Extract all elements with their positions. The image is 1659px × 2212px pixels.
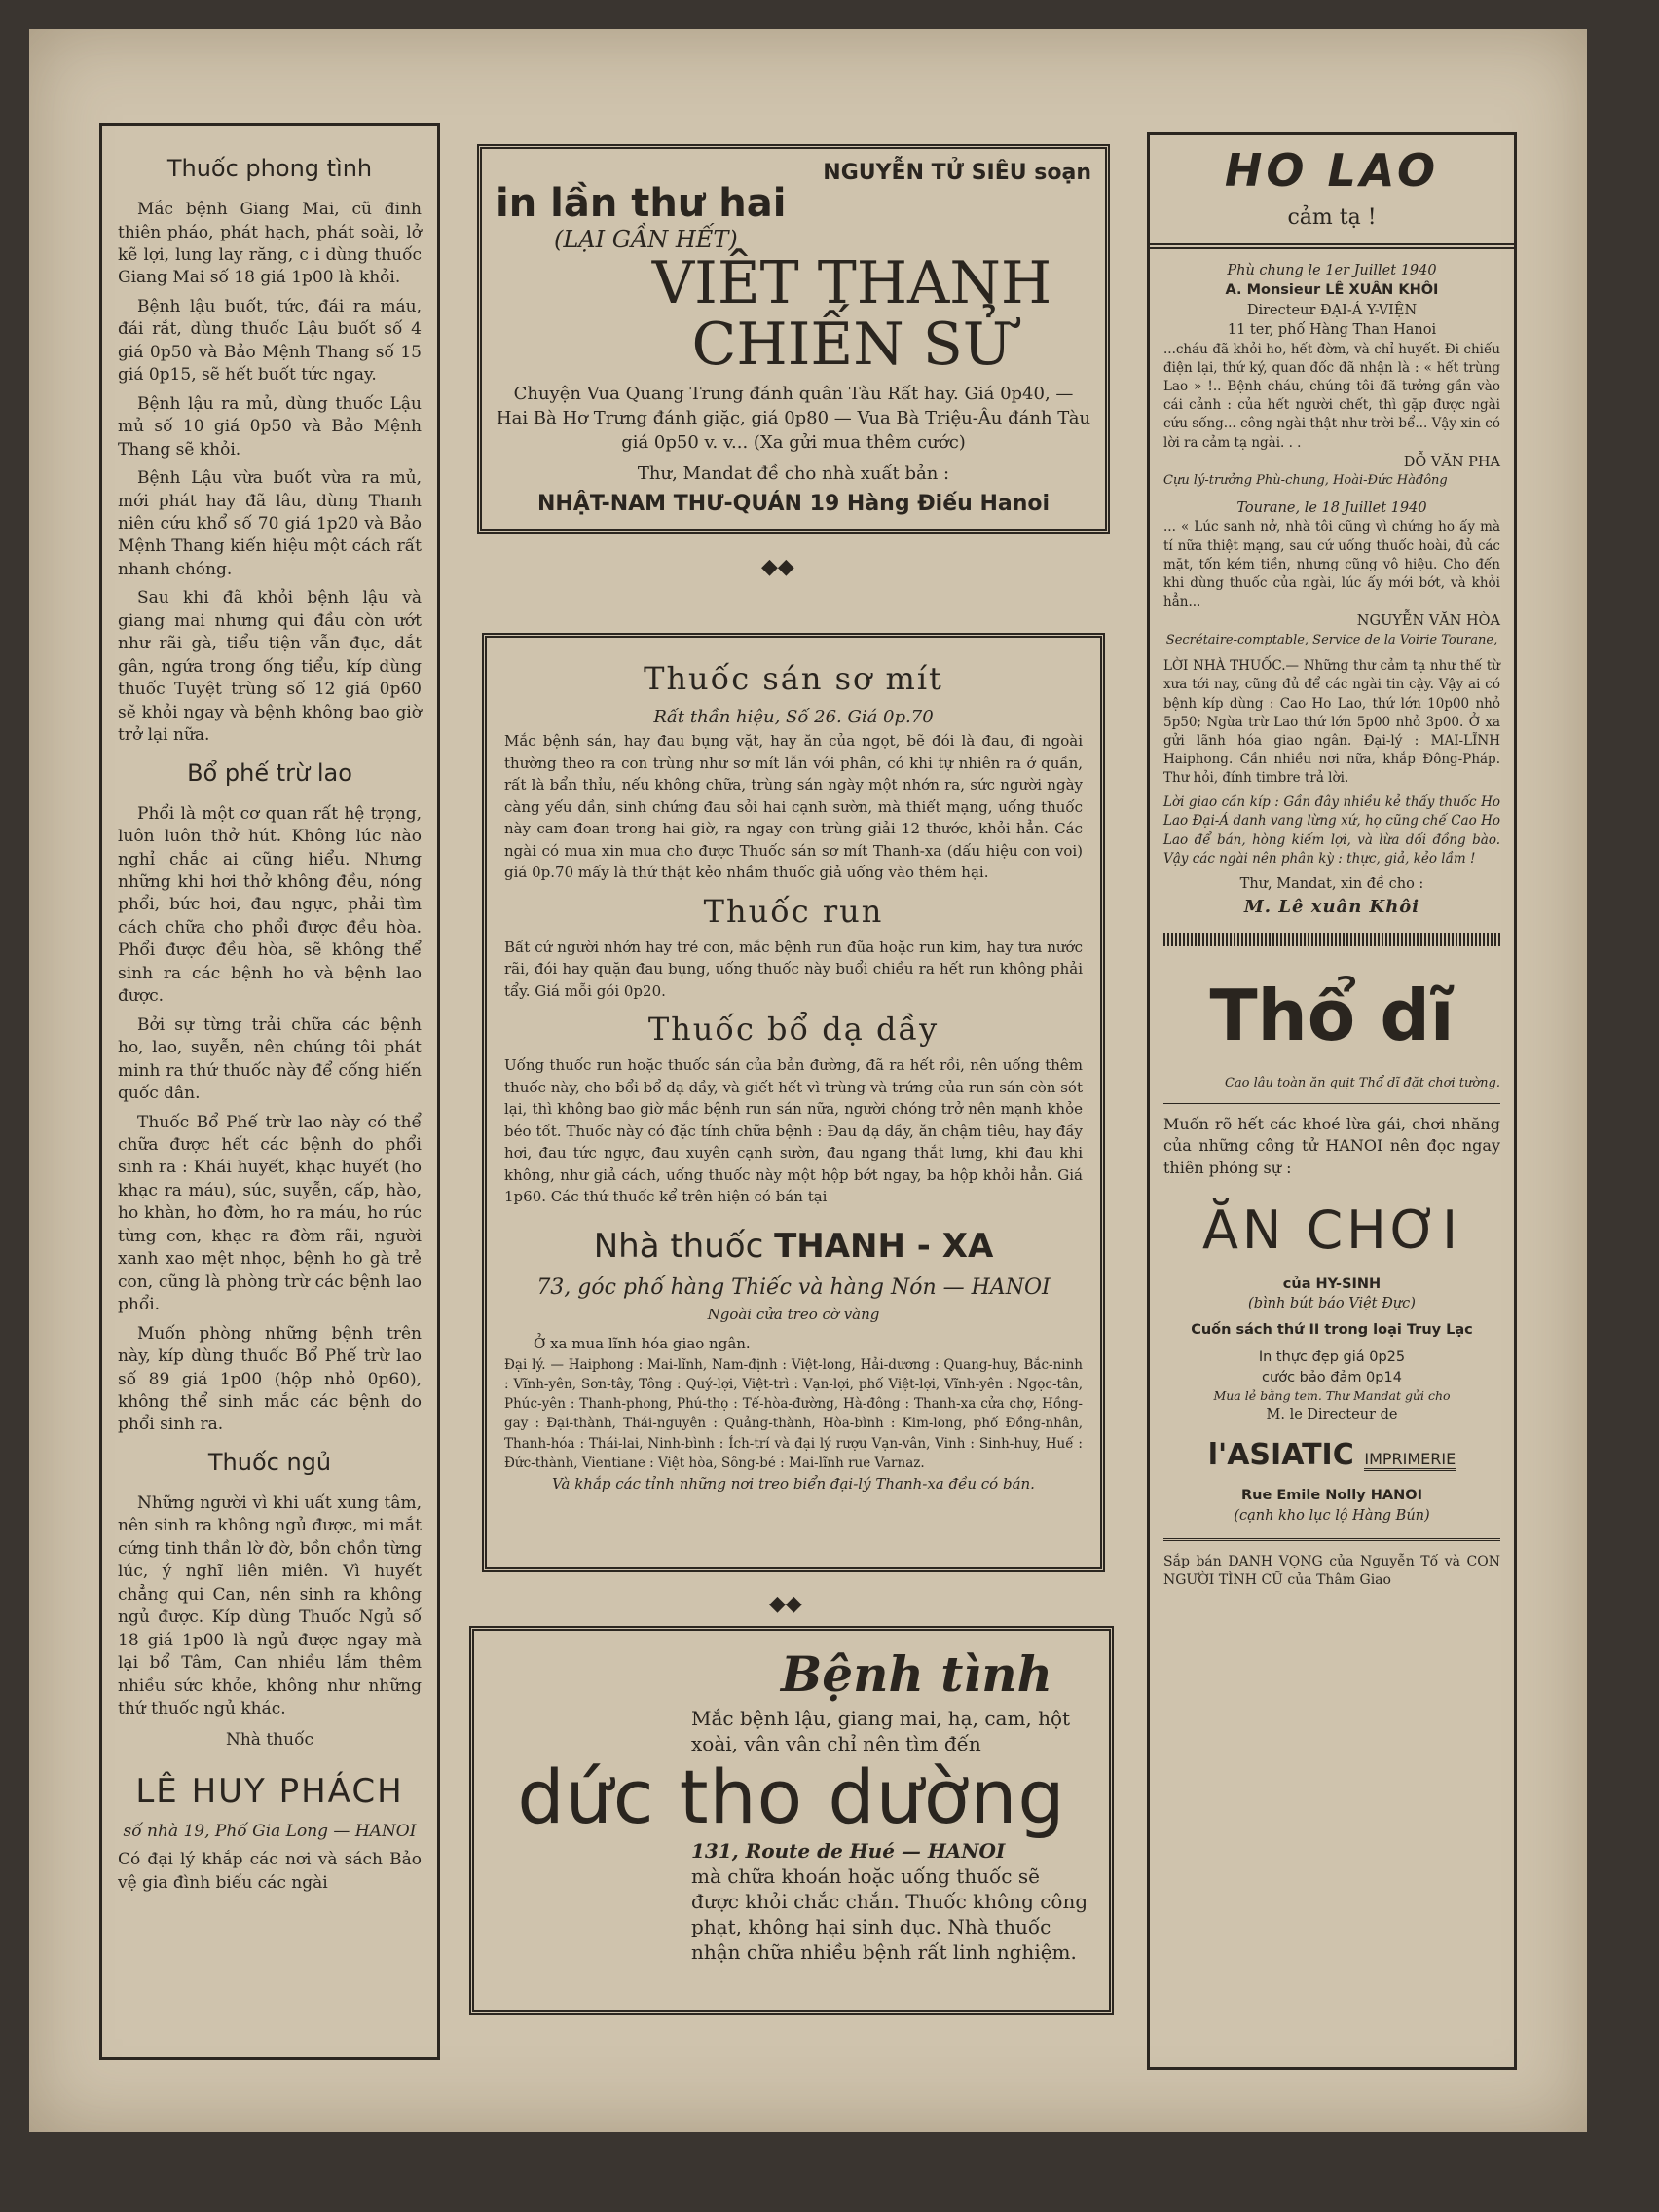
asiatic-name: l'ASIATIC [1207,1437,1354,1472]
le-huy-phach-ad [99,123,440,2060]
paragraph: Bởi sự từng trải chữa các bệnh ho, lao, suyễn, nên chúng tôi phát minh ra thứ thuốc này để cống hiến quốc dân. [118,1014,422,1104]
thanh-xa-ad [482,633,1105,1572]
clinic-description: mà chữa khoán hoặc uống thuốc sẽ được khỏi chắc chắn. Thuốc không công phạt, không hại sinh dục. Nhà thuốc nhận chữa nhiều bệnh rất linh nghiệm. [691,1863,1088,1964]
viet-thanh-chien-su-ad [477,144,1110,534]
letter-body: ...cháu đã khỏi ho, hết đờm, và chỉ huyết. Đi chiếu điện lại, thứ ký, quan đốc đã nhận là : « hết trùng Lao » !.. Bệnh cháu, chúng tôi đã tưởng gần vào cái cảnh : của hết người chết, thì gặp được ngài cứu sống... công ngài thật như trời bể... Vậy xin có lời ra cảm tạ ngài. . . [1163,341,1500,451]
separator-diamonds: ◆◆ [761,555,794,579]
paragraph: Uống thuốc run hoặc thuốc sán của bản đường, đã ra hết rồi, nên uống thêm thuốc này, cho bổi bổ dạ dầy, và giết hết vì trùng và trứng của run sán còn sót lại, thì không bao giờ mắc bệnh run sán nữa, người chóng trở nên mạnh khỏe béo tốt. Thuốc này có đặc tính chữa bệnh : Đau dạ dầy, ăn chậm tiêu, hay đầy hơi, đau tức ngực, đau xuyên cạnh sườn, đau ngang thắt lưng, khi đau khi không, như giả cách, uống thuốc này một hộp bớt ngay, ba hộp khỏi hẳn. Giá 1p60. Các thứ thuốc kể trên hiện có bán tại [504,1056,1083,1205]
printer-street: Rue Emile Nolly HANOI [1241,1488,1422,1504]
order-note: Mua lẻ bằng tem. Thư Mandat gửi cho [1213,1388,1451,1404]
pharmacy-name [504,1222,1083,1272]
pharmacy-brand: THANH - XA [774,1226,994,1266]
paragraph: Muốn phòng những bệnh trên này, kíp dùng thuốc Bổ Phế trừ lao số 89 giá 1p00 (hộp nhỏ 0p60), không thể sinh mắc các bệnh do phổi sinh ra. [118,1323,422,1435]
an-choi-title: ĂN CHƠI [1201,1198,1462,1261]
letter-body: ... « Lúc sanh nở, nhà tôi cũng vì chứng ho ấy mà tí nữa thiệt mạng, sau cứ uống thuốc hoài, đủ các mặt, tốn kém tiền, nhưng cũng vô hiệu. Cho đến khi dùng thuốc của ngài, lúc ấy mới bớt, và khỏi hẳn... [1163,519,1500,610]
pharmacy-prefix: Nhà thuốc [593,1226,764,1266]
letter-role: Directeur ĐẠI-Á Y-VIỆN [1246,302,1418,318]
letter-signer-role: Secrétaire-comptable, Service de la Voirie Tourane, [1165,632,1498,647]
ho-lao-subtitle: cảm tạ ! [1287,205,1377,231]
paragraph: Bất cứ người nhớn hay trẻ con, mắc bệnh run đũa hoặc run kim, hay tưa nước rãi, đói hay quặn đau bụng, uống thuốc này buổi chiều ra hết run không phải tẩy. Giá mỗi gói 0p20. [504,938,1083,1000]
book-price: In thực đẹp giá 0p25 [1258,1349,1406,1366]
paragraph: Thuốc Bổ Phế trừ lao này có thể chữa được hết các bệnh do phổi sinh ra : Khái huyết, khạc huyết (ho khạc ra máu), súc, suyễn, cấp, hào, ho khàn, ho đờm, ho ra máu, ho rúc từng cơn, khạc ra đờm rãi, người xanh xao mệt nhọc, bệnh ho gà trẻ con, cũng là phòng trừ các bệnh lao phổi. [118,1112,422,1315]
order-recipient: M. le Directeur de [1266,1407,1398,1423]
edition-line: in lần thư hai [496,181,787,226]
ho-lao-signature: M. Lê xuân Khôi [1243,896,1420,917]
order-note: Thư, Mandat đề cho nhà xuất bản : [637,462,950,484]
author-note: (bình bút báo Việt Đực) [1248,1296,1416,1312]
ad-intro: Mắc bệnh lậu, giang mai, hạ, cam, hột xoài, vân vân chỉ nên tìm đến [691,1707,1071,1755]
mandat-line: Thư, Mandat, xin đề cho : [1239,875,1424,892]
asiatic-logo [1163,1435,1500,1477]
section-title-phong-tinh: Thuốc phong tình [166,155,373,182]
agents-note: Có đại lý khắp các nơi và sách Bảo vệ gia đình biếu các ngài [118,1850,422,1893]
paragraph: Những người vì khi uất xung tâm, nên sinh ra không ngủ được, mi mắt cứng tinh thần lờ đờ, bồn chồn từng lúc, ý nghĩ liên miên. Vì huyết chẳng qui Can, nên sinh ra không ngủ được. Kíp dùng Thuốc Ngủ số 18 giá 1p00 là ngủ được ngay mà lại bổ Tâm, Can nhiều lắm thêm nhiều sức khỏe, không như những thứ thuốc ngủ khác. [118,1493,422,1719]
ho-lao-header [1150,135,1514,249]
pharmacy-note: LỜI NHÀ THUỐC.— Những thư cảm tạ như thế từ xưa tới nay, cũng đủ để các ngài tin cậy. Vậy ai có bệnh kíp dùng : Cao Ho Lao, thứ lớn 10p00 nhỏ 5p50; Ngừa trừ Lao thứ lớn 5p00 nhỏ 3p00. Ở xa gửi lãnh hóa giao ngân. Đại-lý : MAI-LĨNH Haiphong. Cần nhiều nơi nữa, khắp Đông-Pháp. Thư hỏi, đính timbre trả lời. [1163,658,1500,787]
letter-date: Phù chung le 1er Juillet 1940 [1227,262,1437,278]
separator-diamonds: ◆◆ [769,1592,802,1616]
letter-signature: ĐỖ VĂN PHA [1403,454,1500,470]
letter-recipient: A. Monsieur LÊ XUÂN KHÔI [1225,282,1439,299]
section-title-bo-phe: Bổ phế trừ lao [187,758,352,787]
clinic-name: dức tho dường [517,1753,1066,1840]
paragraph: Bệnh lậu buốt, tức, đái ra máu, đái rắt, dùng thuốc Lậu buốt số 4 giá 0p50 và Bảo Mệnh Thang số 15 giá 0p15, sẽ hết buốt tức ngay. [118,296,422,386]
right-column [1147,132,1517,2070]
letter-address: 11 ter, phố Hàng Than Hanoi [1227,322,1437,339]
imprimerie-label: IMPRIMERIE [1364,1450,1456,1471]
remote-order: Ở xa mua lĩnh hóa giao ngân. [534,1335,751,1352]
book-description: Chuyện Vua Quang Trung đánh quân Tàu Rất hay. Giá 0p40, — Hai Bà Hơ Trưng đánh giặc, giá 0p80 — Vua Bà Triệu-Âu đánh Tàu giá 0p50 v. v... (Xa gửi mua thêm cước) [496,384,1091,454]
clinic-address: 131, Route de Hué — HANOI [691,1838,1006,1862]
paragraph: Mắc bệnh sán, hay đau bụng vặt, hay ăn của ngọt, bẽ đói là đau, đi ngoài thường theo ra con trùng như sơ mít lẫn với phân, có khi tự nhiên ra ở quần, rất là bẩn thỉu, nếu không chữa, trùng sán ngày một nhớn ra, sức người ngày càng yếu dần, sinh chứng đau sỏi hai cạnh sườn, mà thiết mạng, uống thuốc này cam đoan trong hai giờ, ra ngay con trùng giải 12 thước, khỏi hẳn. Các ngài có mua xin mua cho được Thuốc sán sơ mít Thanh-xa (dấu hiệu con voi) giá 0p.70 mấy là thứ thật kẻo nhầm thuốc giả uống vào thêm hại. [504,732,1083,881]
divider [1163,1103,1500,1104]
author-line: NGUYỄN TỬ SIÊU soạn [823,161,1091,185]
pharmacy-address: 73, góc phố hàng Thiếc và hàng Nón — HANOI [536,1274,1051,1300]
book-postage: cước bảo đảm 0p14 [1262,1369,1402,1385]
warning-note: Lời giao cần kíp : Gần đây nhiều kẻ thấy thuốc Ho Lao Đại-Á danh vang lừng xứ, họ cũng chế Cao Ho Lao để bán, hòng kiếm lợi, và lừa dối đồng bào. Vậy các ngài nên phân kỳ : thực, giả, kẻo lầm ! [1163,794,1500,866]
heading-note: Rất thần hiệu, Số 26. Giá 0p.70 [653,707,934,727]
divider-hatch [1163,933,1500,946]
ho-lao-body [1150,249,1514,1604]
section-title-thuoc-ngu: Thuốc ngủ [207,1448,332,1476]
paragraph: Phổi là một cơ quan rất hệ trọng, luôn luôn thở hút. Không lúc nào nghỉ chắc ai cũng hiểu. Nhưng những khi hơi thở không đều, nóng phổi, bức hơi, đau ngực, phải tìm cách chữa cho phổi được đều hòa. Phổi được đều hòa, sẽ không thể sinh ra các bệnh ho và bệnh lao được. [118,803,422,1007]
publisher: NHẬT-NAM THƯ-QUÁN 19 Hàng Điếu Hanoi [536,491,1051,516]
letter-signer-role: Cựu lý-trưởng Phù-chung, Hoài-Đức Hàđông [1163,473,1448,489]
ad-title: Bệnh tình [781,1645,1052,1703]
tho-di-title: Thổ dĩ [1209,975,1455,1057]
edition-note: (LẠI GẦN HẾT) [554,226,738,253]
an-choi-intro: Muốn rõ hết các khoé lừa gái, chơi nhăng của những công tử HANOI nên đọc ngay thiên phóng sự : [1163,1114,1500,1178]
brand-address: số nhà 19, Phố Gia Long — HANOI [123,1821,417,1841]
pharmacy-label: Nhà thuốc [225,1729,313,1750]
tho-di-note: Cao lâu toàn ăn quịt Thổ dĩ đặt chơi tường. [1224,1076,1500,1091]
paragraph: Mắc bệnh Giang Mai, cũ đinh thiên pháo, phát hạch, phát soài, lở kẽ lợi, lung lay răng, c i dùng thuốc Giang Mai số 18 giá 1p00 là khỏi. [118,200,422,288]
newspaper-page [29,29,1587,2132]
divider [1163,1538,1500,1541]
address-note: Ngoài cửa treo cờ vàng [707,1305,880,1323]
book-title-line2: CHIẾN SỬ [691,311,1013,379]
coming-soon: Sắp bán DANH VỌNG của Nguyễn Tố và CON NGƯỜI TÌNH CŨ của Thâm Giao [1163,1553,1500,1589]
duc-tho-duong-ad [469,1626,1114,2015]
heading-bo-da-day: Thuốc bổ dạ dầy [647,1011,940,1048]
heading-san-so-mit: Thuốc sán sơ mít [644,660,943,697]
paragraph: Sau khi đã khỏi bệnh lậu và giang mai nhưng qui đầu còn ướt như rãi gà, tiểu tiện vẫn đục, dắt gân, ngứa trong ống tiểu, kíp dùng thuốc Tuyệt trùng số 12 giá 0p60 sẽ khỏi ngay và bệnh không bao giờ trở lại nữa. [118,588,422,746]
letter-signature: NGUYỄN VĂN HÒA [1356,613,1500,630]
printer-street-note: (cạnh kho lục lộ Hàng Bún) [1234,1507,1430,1524]
letter-date: Tourane, le 18 Juillet 1940 [1236,499,1427,516]
paragraph: Bệnh Lậu vừa buốt vừa ra mủ, mới phát hay đã lâu, dùng Thanh niên cứu khổ số 70 giá 1p20 và Bảo Mệnh Thang kiến hiệu một cách rất nhanh chóng. [118,468,422,579]
brand-name: LÊ HUY PHÁCH [135,1771,404,1811]
book-series: Cuốn sách thứ II trong loại Truy Lạc [1191,1321,1473,1338]
book-title-line1: VIÊT THANH [651,249,1052,317]
heading-thuoc-run: Thuốc run [703,892,884,930]
agents-list: Đại lý. — Haiphong : Mai-lĩnh, Nam-định : Việt-long, Hải-dương : Quang-huy, Bắc-ninh : Vĩnh-yên, Sơn-tây, Tông : Quý-lợi, Việt-trì : Vạn-lợi, phố Việt-lợi, Vĩnh-yên : Ngọc-tân, Phúc-yên : Thanh-phong, Phú-thọ : Tế-hòa-đường, Hà-đông : Thanh-xa cửa chợ, Hồng-gay : Đại-thành, Thái-nguyên : Quảng-thành, Hòa-bình : Kim-long, phố Đồng-nhân, Thanh-hóa : Thái-lai, Ninh-bình : Ích-trí và đại lý rượu Vạn-vân, Vinh : Sinh-huy, Huế : Đức-thành, Vientiane : Việt hòa, Sông-bé : Mai-lĩnh rue Varnaz. [504,1356,1083,1471]
ho-lao-title: HO LAO [1224,144,1440,197]
paragraph: Bệnh lậu ra mủ, dùng thuốc Lậu mủ số 10 giá 0p50 và Bảo Mệnh Thang sẽ khỏi. [118,393,422,460]
book-author: của HY-SINH [1282,1275,1382,1292]
agents-footer: Và khắp các tỉnh những nơi treo biển đại-lý Thanh-xa đều có bán. [552,1475,1035,1493]
